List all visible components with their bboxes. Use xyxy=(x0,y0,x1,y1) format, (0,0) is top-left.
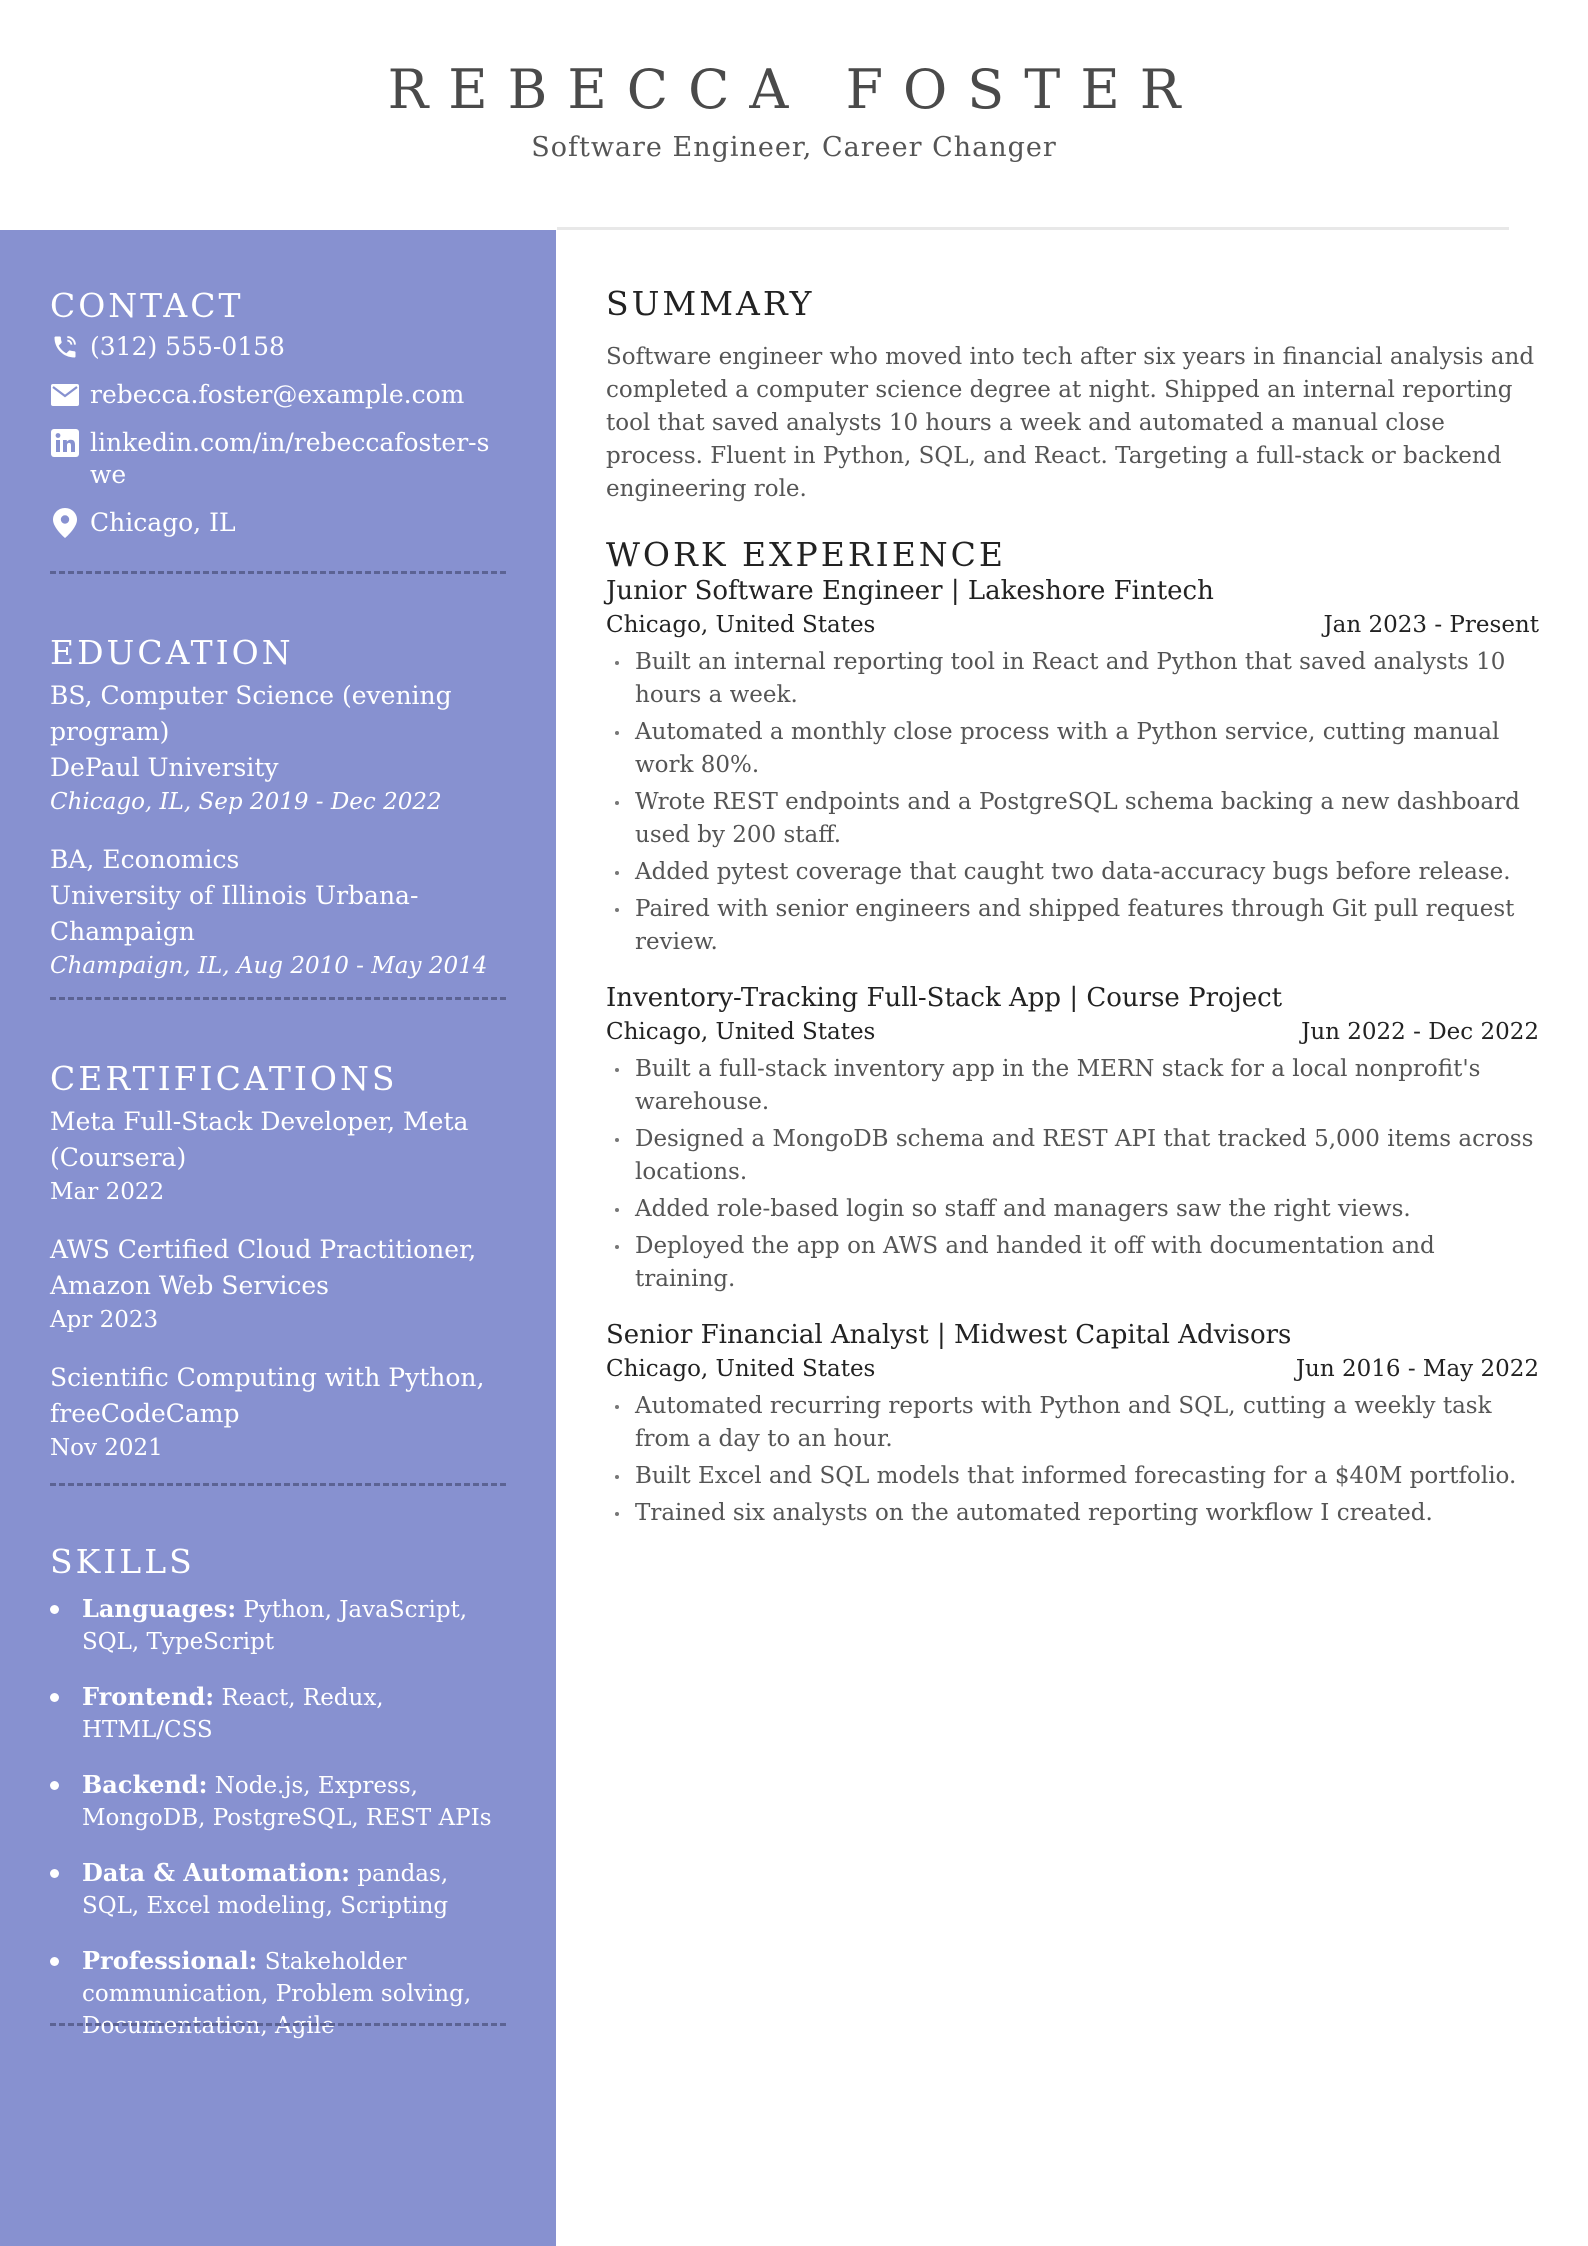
certification-date: Mar 2022 xyxy=(50,1179,165,1205)
location-text: Chicago, IL xyxy=(90,508,236,537)
education-meta: Champaign, IL, Aug 2010 - May 2014 xyxy=(50,953,488,979)
candidate-title: Software Engineer, Career Changer xyxy=(531,132,1057,163)
education-degree: BA, Economics xyxy=(50,845,240,874)
job-dates: Jun 2016 - May 2022 xyxy=(1295,1356,1539,1382)
job-location: Chicago, United States xyxy=(606,1356,876,1382)
job-bullet: Built Excel and SQL models that informed forecasting for a $40M portfolio. xyxy=(606,1460,1539,1493)
job-bullet: Paired with senior engineers and shipped features through Git pull request review. xyxy=(606,893,1539,959)
job-bullet: Built an internal reporting tool in React and Python that saved analysts 10 hours a week. xyxy=(606,646,1539,712)
job-bullet: Built a full-stack inventory app in the MERN stack for a local nonprofit's warehouse. xyxy=(606,1053,1539,1119)
skill-values: Node.js, Express, MongoDB, PostgreSQL, REST APIs xyxy=(82,1773,492,1831)
linkedin-icon xyxy=(50,427,80,459)
education-degree: BS, Computer Science (evening program) xyxy=(50,681,452,746)
certification-date: Apr 2023 xyxy=(50,1307,159,1333)
sidebar-divider xyxy=(50,2023,506,2026)
certification-item xyxy=(50,1232,506,1336)
skill-values: Python, JavaScript, SQL, TypeScript xyxy=(82,1597,468,1655)
job-meta xyxy=(606,1015,1539,1049)
job-meta xyxy=(606,1352,1539,1386)
skill-category: Backend: xyxy=(82,1770,208,1799)
contact-heading: CONTACT xyxy=(50,286,244,325)
job-title: Inventory-Tracking Full-Stack App | Course Project xyxy=(606,983,1283,1013)
education-school: DePaul University xyxy=(50,753,279,782)
job-bullets xyxy=(606,646,1539,959)
job-location: Chicago, United States xyxy=(606,1019,876,1045)
job-bullet: Added pytest coverage that caught two data-accuracy bugs before release. xyxy=(606,856,1539,889)
job-location: Chicago, United States xyxy=(606,612,876,638)
skill-category: Professional: xyxy=(82,1946,258,1975)
job-bullets xyxy=(606,1390,1539,1530)
job-bullets xyxy=(606,1053,1539,1296)
skill-values: React, Redux, HTML/CSS xyxy=(82,1685,384,1743)
header-divider xyxy=(557,227,1509,230)
education-section xyxy=(50,633,506,982)
skill-values: pandas, SQL, Excel modeling, Scripting xyxy=(82,1861,449,1919)
job-bullet: Trained six analysts on the automated reporting workflow I created. xyxy=(606,1497,1539,1530)
linkedin-text: linkedin.com/in/rebeccafoster-swe xyxy=(90,428,490,489)
job-title: Junior Software Engineer | Lakeshore Fintech xyxy=(606,576,1214,606)
certification-name: Meta Full-Stack Developer, Meta (Coursera) xyxy=(50,1107,469,1172)
job-title: Senior Financial Analyst | Midwest Capital Advisors xyxy=(606,1320,1292,1350)
job-bullet: Deployed the app on AWS and handed it off with documentation and training. xyxy=(606,1230,1539,1296)
certifications-section xyxy=(50,1059,506,1464)
certification-name: Scientific Computing with Python, freeCodeCamp xyxy=(50,1363,485,1428)
education-item xyxy=(50,842,506,982)
job-meta xyxy=(606,608,1539,642)
certification-item xyxy=(50,1360,506,1464)
sidebar-divider xyxy=(50,997,506,1000)
phone-icon xyxy=(50,331,80,363)
skill-values: Stakeholder communication, Problem solving, Documentation, Agile xyxy=(82,1949,472,2039)
resume-header xyxy=(0,0,1588,230)
job-entry xyxy=(606,1318,1539,1530)
email-text: rebecca.foster@example.com xyxy=(90,380,465,409)
summary-heading: SUMMARY xyxy=(606,284,815,323)
skill-category: Frontend: xyxy=(82,1682,215,1711)
job-dates: Jan 2023 - Present xyxy=(1323,612,1539,638)
education-meta: Chicago, IL, Sep 2019 - Dec 2022 xyxy=(50,789,442,815)
phone-text: (312) 555-0158 xyxy=(90,332,285,361)
skill-item xyxy=(50,1769,506,1834)
summary-text: Software engineer who moved into tech after six years in financial analysis and completed a computer science degree at night. Shipped an internal reporting tool that saved analysts 10 hours a week and automated a manual close process. Fluent in Python, SQL, and React. Targeting a full-stack or backend engineering role. xyxy=(606,344,1535,502)
envelope-icon xyxy=(50,379,80,411)
sidebar-divider xyxy=(50,571,506,574)
education-heading: EDUCATION xyxy=(50,633,294,672)
skill-item xyxy=(50,1681,506,1746)
certifications-heading: CERTIFICATIONS xyxy=(50,1059,398,1098)
job-entry xyxy=(606,574,1539,959)
certification-item xyxy=(50,1104,506,1208)
job-entry xyxy=(606,981,1539,1296)
skill-item xyxy=(50,1945,506,2042)
location-pin-icon xyxy=(50,507,80,539)
certification-date: Nov 2021 xyxy=(50,1435,163,1461)
education-school: University of Illinois Urbana-Champaign xyxy=(50,881,419,946)
contact-email[interactable] xyxy=(50,379,506,411)
contact-phone[interactable] xyxy=(50,331,506,363)
experience-section xyxy=(606,535,1539,1534)
education-item xyxy=(50,678,506,818)
job-bullet: Added role-based login so staff and managers saw the right views. xyxy=(606,1193,1539,1226)
summary-section xyxy=(606,284,1539,506)
skill-item xyxy=(50,1593,506,1658)
skill-category: Languages: xyxy=(82,1594,237,1623)
sidebar xyxy=(0,230,556,2246)
contact-location xyxy=(50,507,506,539)
job-bullet: Designed a MongoDB schema and REST API that tracked 5,000 items across locations. xyxy=(606,1123,1539,1189)
job-bullet: Automated a monthly close process with a Python service, cutting manual work 80%. xyxy=(606,716,1539,782)
certification-name: AWS Certified Cloud Practitioner, Amazon Web Services xyxy=(50,1235,477,1300)
skills-list xyxy=(50,1593,506,2042)
job-bullet: Automated recurring reports with Python and SQL, cutting a weekly task from a day to an hour. xyxy=(606,1390,1539,1456)
sidebar-divider xyxy=(50,1483,506,1486)
skill-item xyxy=(50,1857,506,1922)
experience-heading: WORK EXPERIENCE xyxy=(606,535,1007,574)
skills-section xyxy=(50,1542,506,2065)
job-dates: Jun 2022 - Dec 2022 xyxy=(1301,1019,1539,1045)
skill-category: Data & Automation: xyxy=(82,1858,351,1887)
candidate-name: REBECCA FOSTER xyxy=(387,58,1201,121)
contact-section xyxy=(50,286,506,539)
contact-linkedin[interactable] xyxy=(50,427,506,491)
job-bullet: Wrote REST endpoints and a PostgreSQL schema backing a new dashboard used by 200 staff. xyxy=(606,786,1539,852)
skills-heading: SKILLS xyxy=(50,1542,195,1581)
